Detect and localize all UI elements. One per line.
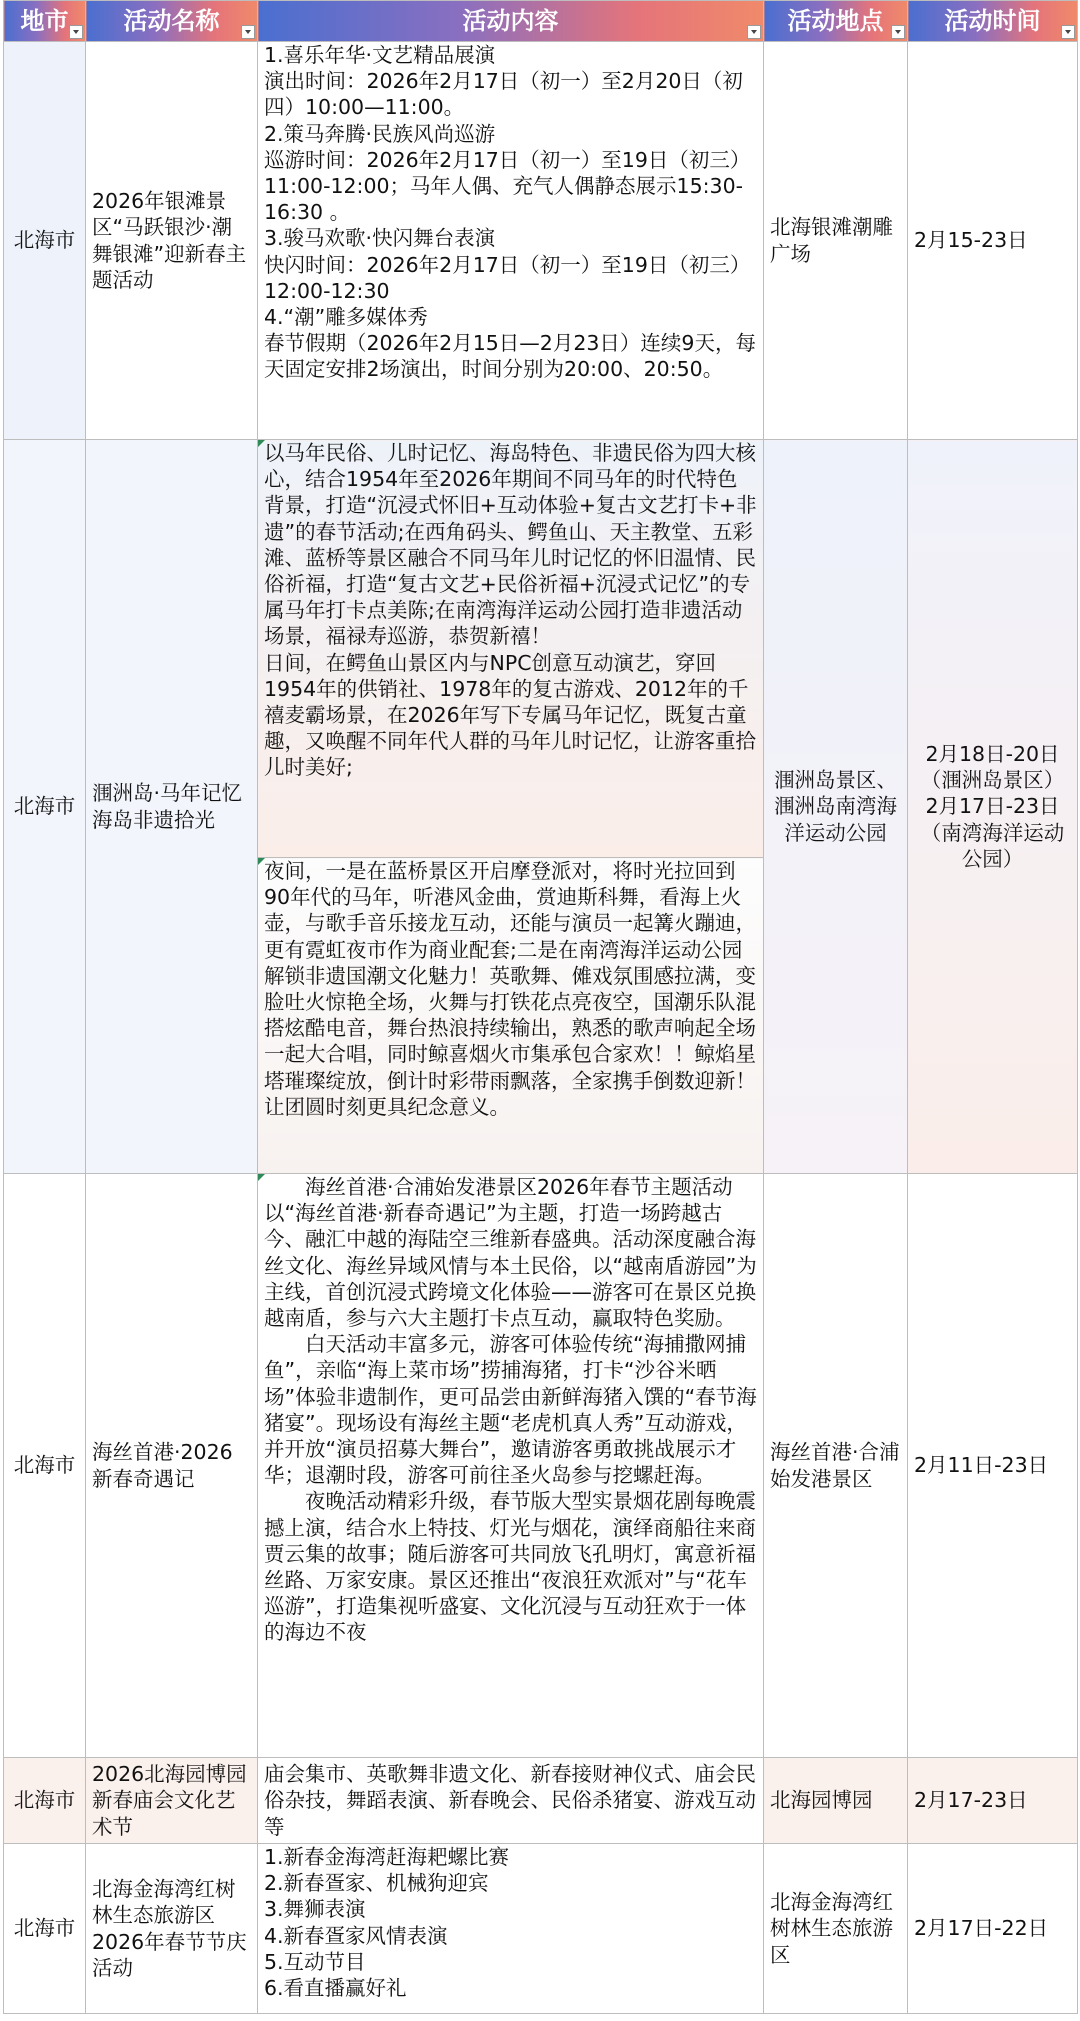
filter-dropdown-icon[interactable] <box>747 25 761 39</box>
activity-content-cell[interactable]: 庙会集市、英歌舞非遗文化、新春接财神仪式、庙会民俗杂技，舞蹈表演、新春晚会、民俗杀猪宴、游戏互动等 <box>258 1758 764 1844</box>
activity-place-cell[interactable]: 北海金海湾红树林生态旅游区 <box>764 1844 908 2014</box>
content-line: 2.新春疍家、机械狗迎宾 <box>264 1871 489 1896</box>
activity-time-cell[interactable]: 2月15-23日 <box>908 42 1078 440</box>
column-header-city[interactable]: 地市 <box>4 1 86 42</box>
table-row <box>4 1174 1078 1758</box>
content-line: 春节假期（2026年2月15日—2月23日）连续9天，每天固定安排2场演出，时间分别为20:00、20:50。 <box>264 331 756 382</box>
city-cell[interactable]: 北海市 <box>4 1174 86 1758</box>
content-line: 2.策马奔腾·民族风尚巡游 <box>264 121 496 146</box>
content-paragraph: 夜晚活动精彩升级，春节版大型实景烟花剧每晚震撼上演，结合水上特技、灯光与烟花，演绎商船往来商贾云集的故事；随后游客可共同放飞孔明灯，寓意祈福丝路、万家安康。景区还推出“夜浪狂欢派对”与“花车巡游”，打造集视听盛宴、文化沉浸与互动狂欢于一体的海边不夜 <box>264 1489 756 1645</box>
content-line: 3.舞狮表演 <box>264 1897 366 1922</box>
activity-content-cell[interactable]: 以马年民俗、儿时记忆、海岛特色、非遗民俗为四大核心，结合1954年至2026年期间不同马年的时代特色背景，打造“沉浸式怀旧+互动体验+复古文艺打卡+非遗”的春节活动;在西角码头、鳄鱼山、天主教堂、五彩滩、蓝桥等景区融合不同马年儿时记忆的怀旧温情、民俗祈福，打造“复古文艺+民俗祈福+沉浸式记忆”的专属马年打卡点美陈;在南湾海洋运动公园打造非遗活动场景，福禄寿巡游，恭贺新禧！ 日间，在鳄鱼山景区内与NPC创意互动演艺，穿回1954年的供销社、1978年的复古游戏、2012年的千禧麦霸场景，在2026年写下专属马年记忆，既复古童趣，又唤醒不同年代人群的马年儿时记忆，让游客重拾儿时美好; <box>258 440 764 858</box>
city-cell[interactable]: 北海市 <box>4 1758 86 1844</box>
activity-name-cell[interactable]: 北海金海湾红树林生态旅游区2026年春节节庆活动 <box>86 1844 258 2014</box>
activity-content-cell[interactable] <box>258 42 764 440</box>
activity-time-cell[interactable]: 2月17-23日 <box>908 1758 1078 1844</box>
content-line: 4.“潮”雕多媒体秀 <box>264 305 428 330</box>
activity-name-cell[interactable]: 涠洲岛·马年记忆海岛非遗拾光 <box>86 440 258 1174</box>
table-row <box>4 42 1078 440</box>
activity-time-cell[interactable]: 2月18日-20日（涠洲岛景区） 2月17日-23日（南湾海洋运动公园） <box>908 440 1078 1174</box>
content-line: 4.新春疍家风情表演 <box>264 1923 448 1948</box>
activity-content-cell[interactable] <box>258 1174 764 1758</box>
table-row <box>4 1844 1078 2014</box>
column-header-content[interactable]: 活动内容 <box>258 1 764 42</box>
column-header-time[interactable]: 活动时间 <box>908 1 1078 42</box>
activity-content-cell[interactable]: 夜间，一是在蓝桥景区开启摩登派对，将时光拉回到90年代的马年，听港风金曲，赏迪斯科舞，看海上火壶，与歌手音乐接龙互动，还能与演员一起篝火蹦迪，更有霓虹夜市作为商业配套;二是在南湾海洋运动公园解锁非遗国潮文化魅力！英歌舞、傩戏氛围感拉满，变脸吐火惊艳全场，火舞与打铁花点亮夜空，国潮乐队混搭炫酷电音，舞台热浪持续输出，熟悉的歌声响起全场一起大合唱，同时鲸喜烟火市集承包合家欢！！鲸焰星塔璀璨绽放，倒计时彩带雨飘落，全家携手倒数迎新！让团圆时刻更具纪念意义。 <box>258 858 764 1174</box>
content-line: 3.骏马欢歌·快闪舞台表演 <box>264 226 496 251</box>
filter-dropdown-icon[interactable] <box>1061 25 1075 39</box>
content-line: 演出时间：2026年2月17日（初一）至2月20日（初四）10:00—11:00。 <box>264 69 743 120</box>
activity-name-cell[interactable]: 2026年银滩景区“马跃银沙·潮舞银滩”迎新春主题活动 <box>86 42 258 440</box>
filter-dropdown-icon[interactable] <box>69 25 83 39</box>
activity-content-cell[interactable] <box>258 1844 764 2014</box>
activity-name-cell[interactable]: 海丝首港·2026新春奇遇记 <box>86 1174 258 1758</box>
activity-time-cell[interactable]: 2月11日-23日 <box>908 1174 1078 1758</box>
table-row <box>4 440 1078 858</box>
activity-place-cell[interactable]: 海丝首港·合浦始发港景区 <box>764 1174 908 1758</box>
table-row <box>4 1758 1078 1844</box>
city-cell[interactable]: 北海市 <box>4 440 86 1174</box>
activity-table <box>3 0 1078 2014</box>
content-line: 快闪时间：2026年2月17日（初一）至19日（初三）12:00-12:30 <box>264 252 751 303</box>
activity-place-cell[interactable]: 北海银滩潮雕广场 <box>764 42 908 440</box>
activity-time-cell[interactable]: 2月17日-22日 <box>908 1844 1078 2014</box>
content-line: 5.互动节目 <box>264 1949 366 1974</box>
activity-name-cell[interactable]: 2026北海园博园新春庙会文化艺术节 <box>86 1758 258 1844</box>
column-header-name[interactable]: 活动名称 <box>86 1 258 42</box>
content-line: 1.新春金海湾赶海耙螺比赛 <box>264 1845 510 1869</box>
activity-place-cell[interactable]: 北海园博园 <box>764 1758 908 1844</box>
filter-dropdown-icon[interactable] <box>241 25 255 39</box>
content-line: 1.喜乐年华·文艺精品展演 <box>264 43 496 67</box>
content-line: 6.看直播赢好礼 <box>264 1976 407 2001</box>
content-line: 巡游时间：2026年2月17日（初一）至19日（初三）11:00-12:00；马年人偶、充气人偶静态展示15:30-16:30 。 <box>264 147 751 225</box>
city-cell[interactable]: 北海市 <box>4 42 86 440</box>
header-row <box>4 1 1078 42</box>
content-paragraph: 海丝首港·合浦始发港景区2026年春节主题活动以“海丝首港·新春奇遇记”为主题，打造一场跨越古今、融汇中越的海陆空三维新春盛典。活动深度融合海丝文化、海丝异域风情与本土民俗，以“越南盾游园”为主线，首创沉浸式跨境文化体验——游客可在景区兑换越南盾，参与六大主题打卡点互动，赢取特色奖励。 <box>264 1175 757 1331</box>
filter-dropdown-icon[interactable] <box>891 25 905 39</box>
city-cell[interactable]: 北海市 <box>4 1844 86 2014</box>
content-paragraph: 白天活动丰富多元，游客可体验传统“海捕撒网捕鱼”，亲临“海上菜市场”捞捕海猪，打卡“沙谷米晒场”体验非遗制作，更可品尝由新鲜海猪入馔的“春节海猪宴”。现场设有海丝主题“老虎机真人秀”互动游戏，并开放“演员招募大舞台”，邀请游客勇敢挑战展示才华；退潮时段，游客可前往圣火岛参与挖螺赶海。 <box>264 1332 757 1488</box>
column-header-place[interactable]: 活动地点 <box>764 1 908 42</box>
activity-place-cell[interactable]: 涠洲岛景区、涠洲岛南湾海洋运动公园 <box>764 440 908 1174</box>
